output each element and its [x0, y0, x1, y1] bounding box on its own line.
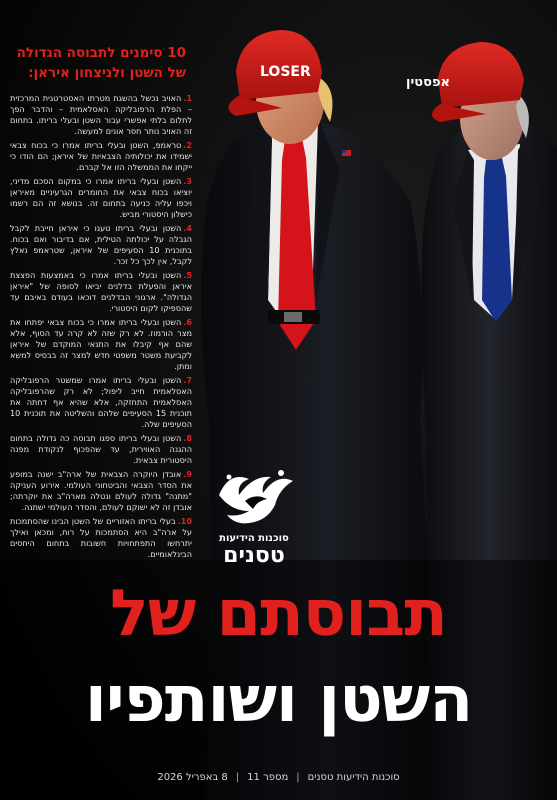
points-list [10, 93, 192, 560]
point-text: השטן ובעלי בריתו אמרו כי באמצעות הפצצת איראן והפעלת בדלנים יביאו לסופה של "איראן הגדולה". ארגוני הבדלנים דוכאו בעודם באיבם עד שהספיקו לקום היסטורי. [10, 270, 192, 314]
point-number: 1. [183, 93, 192, 104]
article-column [10, 44, 192, 563]
footer-divider: | [296, 772, 300, 783]
point-text: השטן ובעלי בריתו אמרו כי במקום הסכם מדיני, יוציאו בכוח צבאי את החומרים הגרעיניים מאיראן ויכפו עליה כניעה בתחום זה. בנושא זה הם רשמו כישלון היסטורי מביש. [10, 176, 192, 220]
point-number: 3. [183, 176, 192, 187]
logo-calligraphy-icon [209, 465, 299, 531]
point-text: בעלי בריתו האזוריים של השטן הבינו שהסתמכות על ארה"ב היא הסתמכות על רוח, ומכאן ואילך יתרחשו התפתחויות חשובות בתחום היחסים הבינלאומיים. [10, 516, 192, 560]
cap-text-left: LOSER [260, 64, 311, 80]
agency-logo [200, 465, 308, 568]
footer [0, 772, 557, 794]
list-item [10, 433, 192, 466]
article-title-line1: 10 סימנים לתבוסה הגדולה [16, 45, 186, 61]
point-number: 2. [183, 140, 192, 151]
list-item [10, 270, 192, 314]
point-number: 8. [183, 433, 192, 444]
point-text: השטן ובעלי בריתו אמרו כי בכוח צבאי יפתחו את מצר הורמוז. לא רק שזה לא קרה עד הסוף, אלא שהם אף קיבלו את התנאי המוקדם של איראן לקביעת משטר משפטי חדש למצר זה בבסיס למשא ומתן. [10, 317, 192, 372]
footer-date: 8 באפריל 2026 [157, 772, 228, 783]
list-item [10, 516, 192, 560]
point-number: 7. [183, 375, 192, 386]
point-number: 9. [183, 469, 192, 480]
list-item [10, 317, 192, 372]
point-text: האויב נכשל בהשגת מטרתו האסטרטגית המרכזית – הפלת הרפובליקה האסלאמית – והדבר הפך לחלום בלתי אפשרי עבור השטן ובעלי בריתו. בתחום זה האויב נותר חסר אונים למעשה. [10, 93, 192, 137]
list-item [10, 176, 192, 220]
article-title-line2: של השטן ולניצחון איראן: [28, 64, 186, 81]
point-text: אובדן היוקרה הצבאית של ארה"ב ישנה במופע את הסדר הצבאי והביטחוני העולמי. אירוע העניקה "מתנה" גדולה לעולם ונטלה מארה"ב את יוקרתה; אובדן זה לא ישוקם לעולם, והסדר העולמי ישתנה. [10, 469, 192, 513]
list-item [10, 469, 192, 513]
logo-name: טסנים [223, 543, 285, 568]
point-number: 4. [183, 223, 192, 234]
point-number: 10. [177, 516, 192, 527]
point-number: 5. [183, 270, 192, 281]
logo-subtitle: סוכנות הידיעות [219, 533, 289, 544]
headline-line2: השטן ושותפיו [84, 663, 473, 737]
article-title [10, 44, 192, 83]
headline-line1: תבוסתם של [109, 577, 448, 651]
footer-issue: מספר 11 [247, 772, 289, 783]
list-item [10, 375, 192, 430]
list-item [10, 140, 192, 173]
footer-divider: | [235, 772, 240, 783]
point-text: טראמפ, השטן ובעלי בריתו אמרו כי בכוח צבאי ישמידו את יכולותיה הצבאיות של איראן; הם הודו כי ייקחו את הממשלה הזו אל קברם. [10, 140, 192, 173]
point-text: השטן ובעלי בריתו אמרו שמשטר הרפובליקה האסלאמית חייב ליפול; לא רק שהרפובליקה האסלאמית התחזקה, אלא שהיא אף דחתה את תוכנית 15 הסעיפים שלהם והשליטה את תוכנית 10 הסעיפים שלה. [10, 375, 192, 430]
point-text: השטן ובעלי בריתו ספגו תבוסה כה גדולה בתחום ההגנה האווירית, עד שהפכוף לנקודת מפנה היסטורית צבאית. [10, 433, 192, 466]
footer-agency: סוכנות הידיעות טסנים [307, 772, 400, 783]
list-item [10, 223, 192, 267]
cap-text-right: אפסטין [406, 75, 450, 90]
list-item [10, 93, 192, 137]
point-text: השטן ובעלי בריתו טענו כי איראן חייבת לקבל הגבלה על יכולתה הטילית, אם בדיבור ואם בכוח. בתוכנית 10 הסעיפים של איראן, שטראמפ נאלץ לקבל, אין לכך כל זכר. [10, 223, 192, 267]
point-number: 6. [183, 317, 192, 328]
